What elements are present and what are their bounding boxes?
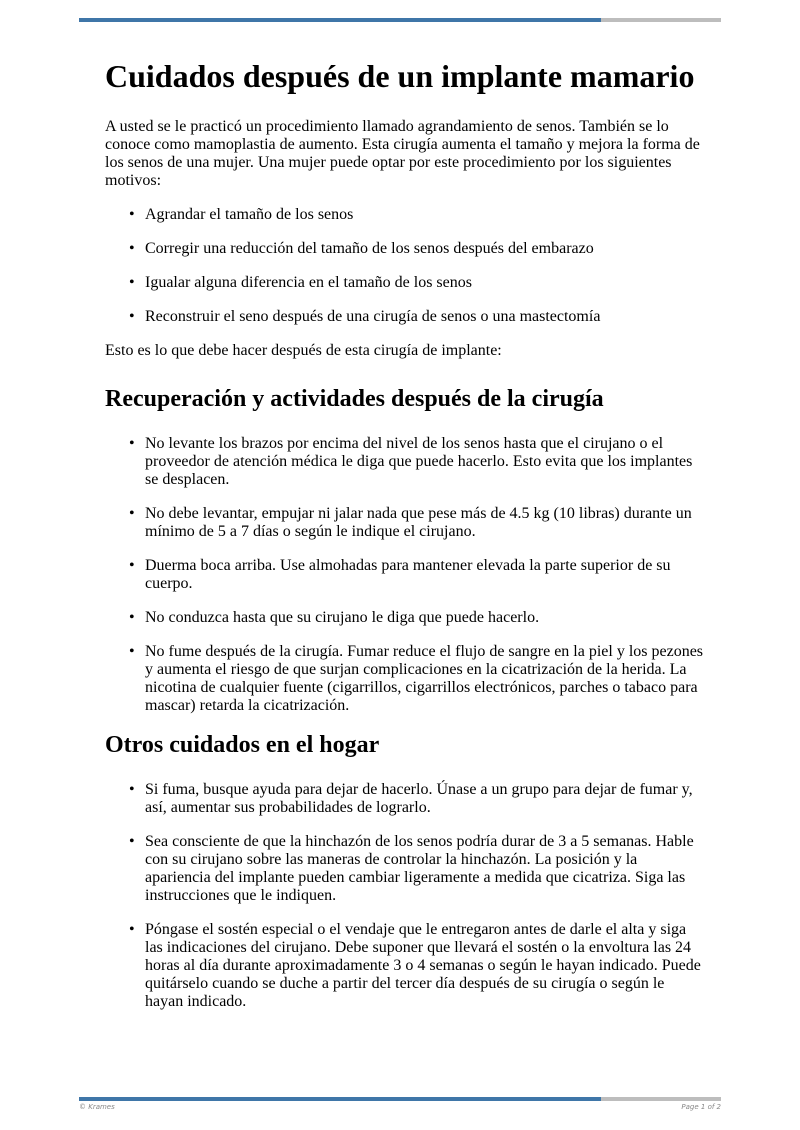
- bullet-icon: •: [129, 308, 135, 325]
- list-item: • Igualar alguna diferencia en el tamaño de los senos: [129, 274, 472, 291]
- list-item: • Duerma boca arriba. Use almohadas para mantener elevada la parte superior de su cuerpo.: [129, 557, 671, 592]
- bullet-icon: •: [129, 557, 135, 574]
- recovery-list: [105, 435, 705, 715]
- footer-copyright: © Krames: [79, 1103, 115, 1111]
- bullet-icon: •: [129, 781, 135, 798]
- intro-paragraph: A usted se le practicó un procedimiento llamado agrandamiento de senos. También se lo conoce como mamoplastia de aumento. Esta cirugía aumenta el tamaño y mejora la forma de los senos de una mujer. Una mujer puede optar por este procedimiento por los siguientes motivos:: [105, 118, 700, 189]
- list-item: • Póngase el sostén especial o el vendaje que le entregaron antes de darle el alta y siga las indicaciones del cirujano. Debe suponer que llevará el sostén o la envoltura las 24 horas al día durante aproximadamente 3 o 4 semanas o según le hayan indicado. Puede quitárselo cuando se duche a partir del tercer día después de su cirugía o según le hayan indicado.: [129, 921, 701, 1010]
- document-body: [105, 58, 705, 1027]
- page-title: Cuidados después de un implante mamario: [105, 58, 695, 94]
- bullet-icon: •: [129, 505, 135, 522]
- list-item: • Agrandar el tamaño de los senos: [129, 206, 354, 223]
- bullet-icon: •: [129, 609, 135, 626]
- reasons-list: [105, 206, 705, 326]
- home-care-list: [105, 781, 705, 1011]
- section-heading-recovery: Recuperación y actividades después de la cirugía: [105, 386, 604, 412]
- footer-page-number: Page 1 of 2: [681, 1103, 721, 1111]
- lead-in-paragraph: Esto es lo que debe hacer después de esta cirugía de implante:: [105, 342, 502, 359]
- bullet-icon: •: [129, 435, 135, 452]
- list-item: • No debe levantar, empujar ni jalar nada que pese más de 4.5 kg (10 libras) durante un mínimo de 5 a 7 días o según le indique el cirujano.: [129, 505, 692, 540]
- header-bar-accent: [79, 18, 601, 22]
- bullet-icon: •: [129, 643, 135, 660]
- list-item: • Corregir una reducción del tamaño de los senos después del embarazo: [129, 240, 594, 257]
- bullet-icon: •: [129, 921, 135, 938]
- list-item: • Reconstruir el seno después de una cirugía de senos o una mastectomía: [129, 308, 601, 325]
- list-item: • No fume después de la cirugía. Fumar reduce el flujo de sangre en la piel y los pezones y aumenta el riesgo de que surjan complicaciones en la cicatrización de la herida. La nicotina de cualquier fuente (cigarrillos, cigarrillos electrónicos, parches o tabaco para mascar) retarda la cicatrización.: [129, 643, 704, 714]
- header-bar-secondary: [601, 18, 721, 22]
- header-divider-bar: [79, 18, 721, 22]
- section-heading-home-care: Otros cuidados en el hogar: [105, 732, 380, 758]
- list-item: • Sea consciente de que la hinchazón de los senos podría durar de 3 a 5 semanas. Hable con su cirujano sobre las maneras de controlar la hinchazón. La posición y la apariencia del implante pueden cambiar ligeramente a medida que cicatriza. Siga las instrucciones que le indiquen.: [129, 833, 694, 904]
- list-item: • Si fuma, busque ayuda para dejar de hacerlo. Únase a un grupo para dejar de fumar y, así, aumentar sus probabilidades de lograrlo.: [129, 781, 693, 816]
- footer-bar-accent: [79, 1097, 601, 1101]
- footer-bar-secondary: [601, 1097, 721, 1101]
- list-item: • No levante los brazos por encima del nivel de los senos hasta que el cirujano o el proveedor de atención médica le diga que puede hacerlo. Esto evita que los implantes se desplacen.: [129, 435, 693, 488]
- bullet-icon: •: [129, 274, 135, 291]
- footer-divider-bar: [79, 1097, 721, 1101]
- bullet-icon: •: [129, 833, 135, 850]
- bullet-icon: •: [129, 240, 135, 257]
- bullet-icon: •: [129, 206, 135, 223]
- list-item: • No conduzca hasta que su cirujano le diga que puede hacerlo.: [129, 609, 540, 626]
